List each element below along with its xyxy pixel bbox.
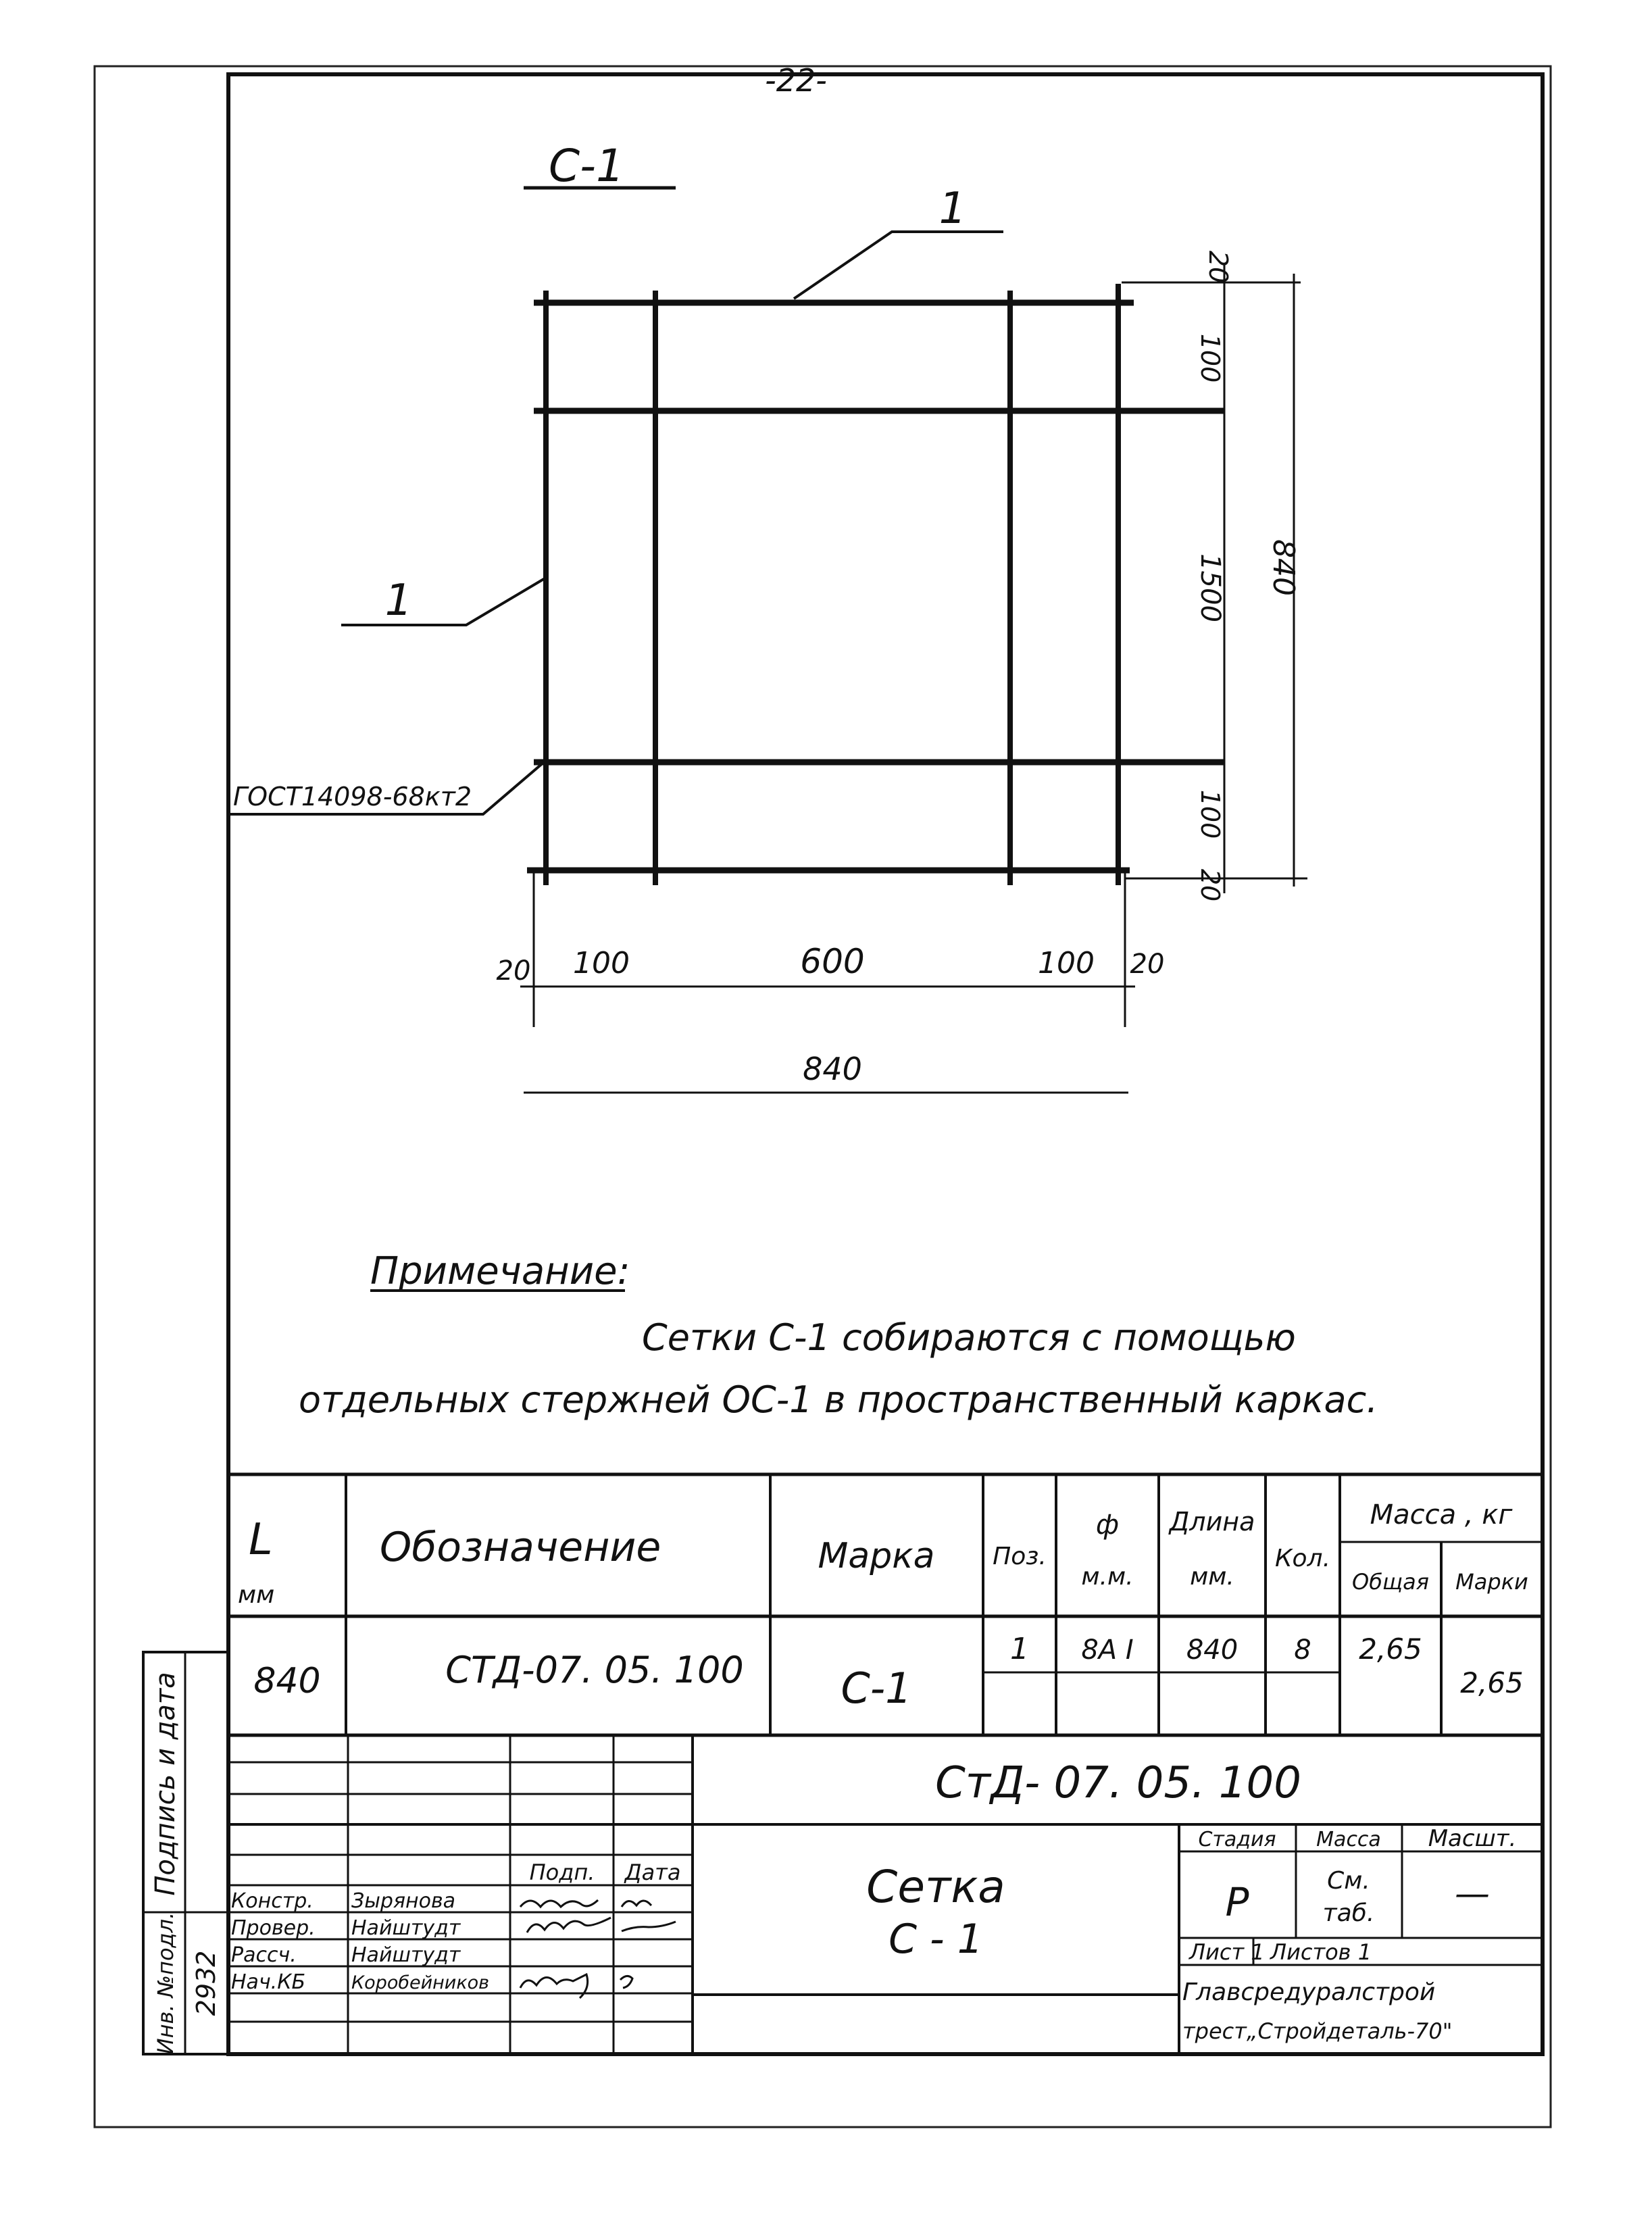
spec-header-designation: Обозначение [380,1524,661,1571]
spec-row-phi: 8А I [1081,1635,1134,1666]
dim-right-1: 20 [1203,250,1233,284]
mass-value-1: См. [1327,1867,1370,1895]
spec-header-length-unit: мм. [1190,1563,1234,1591]
callout-left-leader [341,578,546,625]
note-line-1: Сетки С-1 собираются с помощью [642,1316,1296,1359]
stage-value: Р [1225,1879,1249,1925]
role-4: Нач.КБ [231,1970,306,1994]
dim-bottom-2: 100 [573,946,630,980]
col-sign: Подп. [529,1860,595,1885]
drawing-title: С-1 [549,140,624,192]
org-line-1: Главсредуралстрой [1182,1978,1436,2006]
inv-label: Инв. №подл. [153,1912,178,2055]
spec-header-phi: ф [1095,1510,1120,1541]
doc-number: СтД- 07. 05. 100 [935,1758,1301,1808]
spec-row-length: 840 [1186,1635,1238,1666]
role-2: Провер. [231,1916,316,1940]
note-heading: Примечание: [370,1249,630,1293]
spec-row-designation: СТД-07. 05. 100 [445,1649,744,1691]
scale-label: Масшт. [1428,1825,1517,1852]
inv-number: 2932 [191,1950,221,2016]
doc-name-line-2: С - 1 [888,1916,983,1963]
dim-right-5: 20 [1195,868,1225,902]
dim-bottom-4: 100 [1038,946,1095,980]
spec-row-mass-total: 2,65 [1359,1632,1422,1666]
spec-row-qty: 8 [1294,1635,1311,1666]
spec-header-pos: Поз. [993,1543,1047,1570]
name-4: Коробейников [351,1972,490,1993]
sheets-count: Листов 1 [1270,1939,1372,1965]
spec-header-qty: Кол. [1274,1545,1331,1572]
dim-bottom-5: 20 [1130,949,1165,980]
spec-row-l: 840 [253,1661,321,1701]
name-1: Зырянова [351,1889,456,1913]
spec-header-mark: Марка [818,1536,935,1576]
role-3: Рассч. [231,1943,297,1967]
col-date: Дата [624,1860,681,1885]
mass-label: Масса [1316,1828,1381,1851]
sheet-number: Лист 1 [1189,1939,1265,1965]
name-3: Найштудт [351,1943,461,1967]
page-number: -22- [765,62,827,99]
sign-date-label: Подпись и дата [150,1672,181,1896]
stage-label: Стадия [1198,1828,1276,1851]
title-block-text [231,1758,1516,2044]
spec-header-mass-mark: Марки [1455,1569,1528,1595]
dim-right-4: 100 [1195,789,1225,839]
callout-left-label: 1 [384,576,413,626]
mass-value-2: таб. [1322,1899,1375,1927]
doc-name-line-1: Сетка [866,1861,1005,1913]
spec-header-mass: Масса , кг [1370,1499,1513,1530]
dim-right-3: 1500 [1195,553,1226,622]
spec-header-mass-total: Общая [1352,1569,1429,1595]
dim-right-2: 100 [1195,333,1225,383]
spec-row-mass-mark: 2,65 [1460,1666,1524,1699]
mesh-drawing [226,140,1307,1093]
spec-row-pos: 1 [1010,1632,1029,1666]
dim-right-total: 840 [1266,539,1301,596]
callout-top-label: 1 [938,184,967,234]
dim-bottom-1: 20 [496,955,531,987]
scale-value: — [1455,1874,1490,1914]
spec-table-text [238,1499,1528,1713]
frame-border [228,74,1543,2054]
note-block [299,1249,1378,1421]
dim-bottom-3: 600 [800,942,865,981]
handwritten-signatures [520,1900,676,1998]
dim-bottom-total: 840 [803,1051,862,1087]
outer-border [95,66,1551,2127]
spec-header-length: Длина [1169,1507,1255,1537]
note-line-2: отдельных стержней ОС-1 в пространственный каркас. [299,1378,1378,1421]
spec-header-l-unit: мм [238,1581,275,1609]
gost-label: ГОСТ14098-68кт2 [233,782,472,812]
callout-top-leader [794,232,1003,299]
org-line-2: трест„Стройдеталь-70" [1182,2018,1453,2044]
spec-header-phi-unit: м.м. [1081,1563,1134,1591]
spec-header-l: L [249,1515,273,1565]
role-1: Констр. [231,1889,314,1913]
spec-row-mark: С-1 [841,1664,912,1713]
name-2: Найштудт [351,1916,461,1940]
